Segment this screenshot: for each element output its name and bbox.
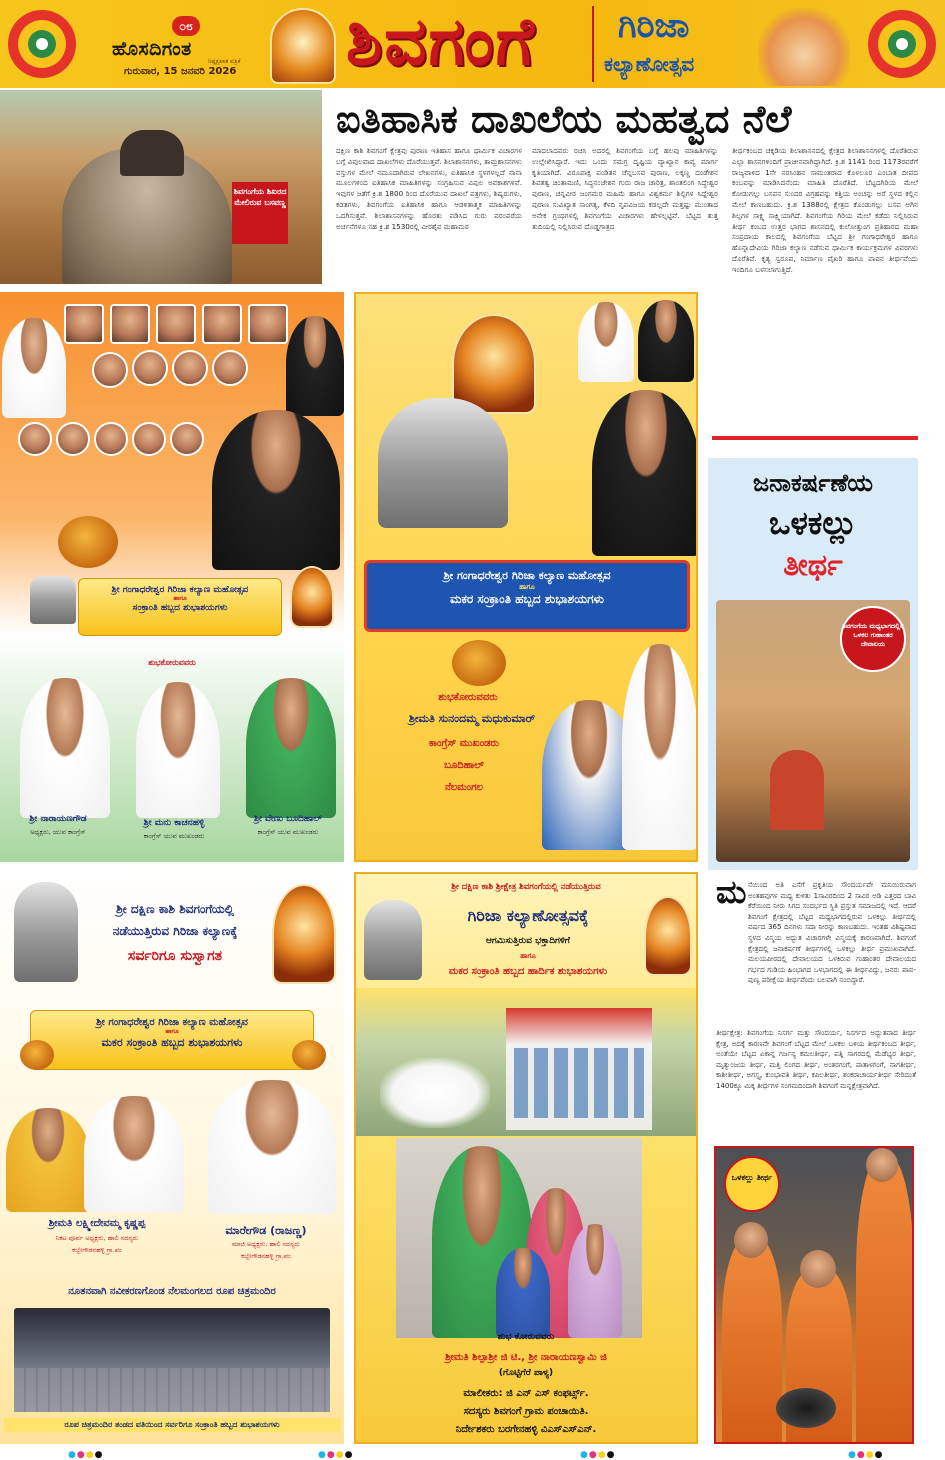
- basavanna-rock-photo: [0, 90, 322, 284]
- person-name: ಶ್ರೀ ಮನು ಕಾಚನಹಳ್ಳಿ: [143, 818, 205, 828]
- member-photo: [170, 422, 204, 456]
- newspaper-tagline: ನಿಷ್ಪಕ್ಷಪಾತ ಪತ್ರಿಕೆ: [208, 58, 241, 65]
- deity-image: [644, 896, 692, 976]
- banner-conjunction: ಹಾಗೂ: [165, 1028, 179, 1035]
- photo-caption-badge: ಶಿವಗಂಗೆಯ ಶಿಖರದ ಮೇಲಿರುವ ಬಸವಣ್ಣ: [232, 182, 288, 244]
- ad-title: ಗಿರಿಜಾ ಕಲ್ಯಾಣೋತ್ಸವಕ್ಕೆ: [467, 906, 589, 925]
- shivalinga-shrine-image: [378, 398, 508, 528]
- ad-line-3: ಮಕರ ಸಂಕ್ರಾಂತಿ ಹಬ್ಬದ ಹಾರ್ದಿಕ ಶುಭಾಶಯಗಳು: [448, 966, 608, 977]
- person2-role: ಮಾಜಿ ಅಧ್ಯಕ್ಷರು, ಹಾಲಿ ಸದಸ್ಯರು: [232, 1240, 300, 1248]
- person-subtitle: (ಗೊಟ್ಟಿಗೆರೆ ಪಾಳ್ಯ): [498, 1368, 554, 1378]
- feature-paragraph-2: ತೀರ್ಥಕ್ಷೇತ್ರ: ಶಿವಗಂಗೆಯ ನಿಸರ್ಗ ಮತ್ತು ಸೌಂದರ್ಯ, ನಿಸರ್ಗದ ಅಧ್ಬುತವಾದ ತೀರ್ಥ ಕ್ಷೇತ್ರ, ಅದಕ್ಕೆ ಕಾರಣವೇ ಶಿವಗಂಗೆ ಬೆಟ್ಟದ ಮೇಲೆ ಒಳಕಲ ಬಳಿಯ ತೀರ್ಥಕಂಬದ ತೀರ್ಥ, ಅಂತೆಯೇ ಬೆಟ್ಟದ ಏಕಾನ್ನ ಗರ್ಜನ್ಯ ಕಮಲತೀರ್ಥ, ಪತ್ನಿ ಸಾಗರದಲ್ಲಿ ಮೆಡೆಭ್ಯರ ತೀರ್ಥ, ಮೃತ್ಯುಂಜಯ ತೀರ್ಥ, ಮತ್ತಿ ಲಿಂಗದ ತೀರ್ಥ, ಅಂತರಗಂಗೆ, ಪಾತಾಳಗಂಗೆ, ನಾಗತೀರ್ಥ, ಕಾಶೀತೀರ್ಥ, ಅಗಸ್ತ್ಯ, ಕುಂಭಾವತಿ ತೀರ್ಥ, ಕಪಿಲತೀರ್ಥ, ಶಂಕರಾಚಾರ್ಯತೀರ್ಥ ಸೇರಿದಂತೆ 1400ಕ್ಕೂ ಮಿಕ್ಕ ತೀರ್ಥಗಳ ಸಂಗಮದಿಂದಾಗಿ ಶಿವಗಂಗೆ ಮನ್ನಕ್ಷೇತ್ರವಾಗಿದೆ.: [716, 1029, 916, 1090]
- banner-line-2: ಮಕರ ಸಂಕ್ರಾಂತಿ ಹಬ್ಬದ ಶುಭಾಶಯಗಳು: [450, 592, 604, 606]
- bull-illustration: [380, 1058, 490, 1128]
- pilgrims-photo: [714, 1146, 914, 1444]
- wishers-label: ಶುಭಕೋರುವವರು: [148, 658, 196, 667]
- wishers-label: ಶುಭಕೋರುವವರು: [438, 692, 498, 703]
- family-photo: [396, 1138, 642, 1338]
- banner-line-1: ಶ್ರೀ ಗಂಗಾಧರೇಶ್ವರ ಗಿರಿಜಾ ಕಲ್ಯಾಣ ಮಹೋತ್ಸವ: [443, 569, 611, 582]
- temple-gopura: [770, 750, 824, 830]
- member-photo: [94, 422, 128, 456]
- banner-conjunction: ಹಾಗೂ: [519, 583, 535, 591]
- person-place: ಬೂದಿಹಾಲ್: [444, 760, 484, 771]
- feature-title-line-1: ಜನಾಕರ್ಷಣೆಯ: [753, 468, 873, 497]
- banner-conjunction: ಹಾಗೂ: [173, 595, 187, 602]
- article-column-3: ತೀರ್ಥಕಂಬದ ಚಕ್ಕಡಿಯ ಶಿಲಾಶಾಸನದಲ್ಲಿ ಕ್ಷೇತ್ರದ ಶಿಲಾಶಾಸನಗಳಲ್ಲಿ ದೊರೆತಿರುವ ಎಲ್ಲಾ ಶಾಸನಗಳಿಂದಿಗೆ ಪ್ರಾಚೀನವಾಗಿದ್ದಾಗಿದೆ. ಕ್ರಿ.ಶ 1141 ರಿಂದ 1173ರವರೆಗೆ ರಾಜ್ಯವಾಳಿದ 1ನೇ ನರಸಿಂಹನ ಸಾಮಂತರಾದ ಕೊಳಲೂರ ಎಂಬಾತ ದೀಪದ ಕಂಬವನ್ನು ಮಾಡಿಸಿದನೆಂದು ಮಾಹಿತಿ ದೊರೆತಿದೆ. ಬೆಟ್ಟದಗಿರಿಯ ಮೇಲೆ ಕೋಡುಗಲ್ಲು ಬಸವನ ಸುಂದರ ವಿಗ್ರಹವನ್ನು ಕತ್ತಿಯ ಅಂಚನ್ನು ಅರೆ ಸ್ಥಳದ ಕಲ್ಲಿನ ಮೇಲೆ ಕಾಣಬಹುದು. ಕ್ರಿ.ಶ 1388ರಲ್ಲಿ ಕ್ಷೇತ್ರದ ಕೊಂಡುಗಲ್ಲು ಬಸವ ಅಗಿನ ಶಿಲ್ಪಗಳ ಸಾಕ್ಷ್ಯ ಸಾಕ್ಷ್ಯಿಯಾಗಿದೆ. ಶಿವಗಂಗೆಯ ಗಿರಿಯ ಮೇಲೆ ಕಡೆದು ನಿಲ್ಲಿಸಿರುವ ತೀರ್ಥ ಕಂಬದ ಉತ್ತರ ಭಾಗದ ಶಾಸನದಲ್ಲಿ ಕುಲೋತ್ತುಂಗ ಪ್ರತಿಹಾರದ ಮಹಾ ಸಂಪ್ರದಾಯ ಕಾಲದಲ್ಲಿ ಶಿವಗಂಗೆಯ ಬೆಟ್ಟದ ಶ್ರೀ ಗಂಗಾಧರೇಶ್ವರ ಹಾಗೂ ಹೊನ್ನಾದೇವಿಯ ಗಿರಿಜಾ ಕಲ್ಯಾಣ ನಡೆಸುವ ಧಾರ್ಮಿಕ ಕಾರ್ಯಕ್ರಮಗಳ ವಿವರಗಳು ದೊರೆತಿವೆ. ಕೃತ್ಯ ಸ್ವರೂಪ, ನಿರ್ಮಾಣ ವೈಖರಿ ಹಾಗೂ ಪಾವನ ತೀರ್ಥವೆಂದು ಇಂದಿಗೂ ಬಳಸಲಾಗುತ್ತಿದೆ.: [732, 146, 918, 274]
- olakallu-feature-box: [708, 458, 918, 870]
- banner-line-1: ಶ್ರೀ ಗಂಗಾಧರೇಶ್ವರ ಗಿರಿಜಾ ಕಲ್ಯಾಣ ಮಹೋತ್ಸವ: [96, 1017, 248, 1028]
- member-photo: [92, 352, 128, 388]
- child-portrait: [568, 1224, 622, 1338]
- person-name: ಶ್ರೀ ವೇಣು ಬೂದಿಹಾಲ್: [254, 814, 322, 824]
- shivalinga-shrine-image: [14, 882, 78, 982]
- deity-image: [290, 566, 334, 628]
- newspaper-name: ಹೊಸದಿಗಂತ: [112, 38, 192, 60]
- devotee-figure: [722, 1238, 782, 1444]
- deity-image: [270, 8, 336, 84]
- owner-line: ಮಾಲೀಕರು: ಜಿ ಎನ್ ಎಸ್ ಕಂಫರ್ಟ್ಸ್.: [463, 1388, 589, 1399]
- leader-portrait: [286, 316, 344, 416]
- hotel-building: [506, 1008, 652, 1130]
- cave-temple-photo: [716, 600, 910, 862]
- hotel-photo: [356, 988, 696, 1136]
- person1-role: ನಿಕಟ ಪೂರ್ವ ಅಧ್ಯಕ್ಷರು, ಹಾಲಿ ಸದಸ್ಯರು: [55, 1234, 139, 1242]
- leader-photo: [156, 304, 196, 344]
- festival-banner: [30, 1010, 314, 1070]
- person1-place: ಕಬ್ಬೇಗೌಡನಹಳ್ಳಿ ಗ್ರಾ.ಪಂ: [72, 1246, 122, 1254]
- person2-place: ಕಬ್ಬೇಗೌಡನಹಳ್ಳಿ ಗ್ರಾ.ಪಂ: [241, 1252, 291, 1260]
- registration-dots: ●●●●: [848, 1450, 884, 1460]
- person-portrait: [208, 1080, 336, 1214]
- article-column-1: ದಕ್ಷಿಣ ಕಾಶಿ ಶಿವಗಂಗೆ ಕ್ಷೇತ್ರವು ಪುರಾಣ ಇತಿಹಾಸ ಹಾಗೂ ಧಾರ್ಮಿಕ ವಿಚಾರಗಳ ಬಗ್ಗೆ ವಿಪುಲವಾದ ದಾಖಲೆಗಳು ದೊರೆಯುತ್ತವೆ. ಶಿಲಾಶಾಸನಗಳು, ತಾಮ್ರಶಾಸನಗಳು ವಸ್ತುಗಳ ಮೇಲೆ ನಮೂದಾಗಿರುವ ಲೇಖನಗಳು, ಐತಿಹಾಸಿಕ ಸ್ಥಳಗಳಲ್ಲದೆ ನಾನಾ ಮೂಲಗಳಿಂದ ಐತಿಹಾಸಿಕ ಮಾಹಿತಿಗಳನ್ನು ಸಂಗ್ರಹಿಸುವ ವಿಪುಲ ಅವಕಾಶಗಳಿವೆ. ಇವುಗಳ ಜತೆಗೆ ಕ್ರಿ.ಶ 1800 ರಿಂದ ದೊರೆಯುವ ದಾಖಲೆ ಪತ್ರಗಳು, ಶಿಷ್ಯರುಗಳು, ಕಡತಗಳು, ಶಿವಗಂಗೆಯ ಐತಿಹಾಸಿಕ ಹಾಗೂ ಆಡಳಿತಾತ್ಮಕ ಮಾಹಿತಿಗಳನ್ನು ಒದಗಿಸುತ್ತವೆ. ಶಿಲಾಶಾಸನಗಳನ್ನು ಹೊರತು ಪಡಿಸಿದ ಗುರು ಪರಂಪರೆಯ ಅರ್ಚನೆಗಳೂ ಸಹ ಕ್ರಿ.ಶ 1530ರಲ್ಲಿ ವೀರಶೈವ ಮಹಾಮಠ: [336, 146, 522, 231]
- ad-conjunction: ಹಾಗೂ: [520, 952, 536, 960]
- photo-caption-badge: ಒಳಕಲ್ಲು ತೀರ್ಥ: [724, 1156, 780, 1212]
- person-portrait: [136, 682, 220, 818]
- person-name: ಶ್ರೀ ನಾರಾಯಣಗೌಡ: [29, 814, 87, 824]
- leader-photo: [64, 304, 104, 344]
- photo-caption-badge: ಶಿವಗಂಗೆಯ ಮಧ್ಯಭಾಗದಲ್ಲಿನ ಒಳಕಲ ಗುಹಾಂತರ ದೇವಾಲಯ: [840, 606, 906, 672]
- leader-portrait: [638, 300, 694, 382]
- feature-paragraph-1: ನೆಯಿಂದ ಅತಿ ಎಸೆಗೆ ಪ್ರಕೃತಿಯ ಸೌಂದರ್ಯವೇ ಮನಿಯಿರುವಾಗ ಅಂತಹವುಗಳ ಮಧ್ಯ ಕುಳಿತು 1ಸಾವಿರದಿಂದ 2 ಸಾವಿರ ಅಡಿ ಎತ್ತರದ ಬಾವಿ ಕೆರೆಯಿಂದ ನೀರು ಸಿಗದ ಸಂದರ್ಭದ ಸ್ಥಿತಿ ಪ್ರಸ್ತುತ ಸಮಾಜದಲ್ಲಿ ಇದೆ. ಆದರೆ ಶಿವಗಂಗೆ ಕ್ಷೇತ್ರದಲ್ಲಿ ಬೆಟ್ಟದ ಮಧ್ಯಭಾಗದಲ್ಲಿರುವ ಒಳಕಲ್ಲು ತೀರ್ಥದಲ್ಲಿ ವರ್ಷದ 365 ದಿನಗಳು ಸದಾ ನೀರನ್ನು ಕಾಣಬಹುದು. ಇಂತಹ ವಿಶಿಷ್ಟವಾದ ಸ್ಥಳದ ವಿಸ್ಮಯ ಅದ್ಭುತ ವಿಚಾರಗಳೇ ವಿಸ್ಮಯಕ್ಕೆ ಕಾರಣವಾಗಿದೆ. ಶಿವಗಂಗೆ ಕ್ಷೇತ್ರದಲ್ಲಿ ಜನಾಕರ್ಷಣೆ ತೀರ್ಥಗಳಲ್ಲಿ ಒಳಕಲ್ಲು ತೀರ್ಥ ಪ್ರಮುಖವಾಗಿದೆ. ಮಲಯಪೀಠದಲ್ಲಿ ದೇವಾಲಯದ ಒಳಕಿರುವ ಗುಹಾಂತರ ದೇವಾಲಯದ ಗರ್ಭದ ಗುಡಿಯ ಹಿಂಭಾಗದ ಒಳಭಾಗದಲ್ಲಿ ಈ ತೀರ್ಥವಿದ್ದು, ಜನರು ಪಾಪ-ಪುಣ್ಯ ಪರೀಕ್ಷೆಯ ತೀರ್ಥವೆಂದು ಬಲವಾಗಿ ನಂಬಿದ್ದಾರೆ.: [748, 881, 916, 985]
- welcome-line-3: ಸರ್ವರಿಗೂ ಸುಸ್ವಾಗತ: [127, 948, 223, 964]
- banner-line-2: ಮಕರ ಸಂಕ್ರಾಂತಿ ಹಬ್ಬದ ಶುಭಾಶಯಗಳು: [101, 1036, 243, 1049]
- event-subtitle: ಕಲ್ಯಾಣೋತ್ಸವ: [604, 52, 695, 76]
- nandi-mandapa: [120, 130, 184, 176]
- person1-name: ಶ್ರೀಮತಿ ಲಕ್ಷ್ಮೀದೇವಮ್ಮ ಕೃಷ್ಣಪ್ಪ: [48, 1218, 146, 1229]
- ad-top-line: ಶ್ರೀ ದಕ್ಷಿಣ ಕಾಶಿ ಶ್ರೀಕ್ಷೇತ್ರ ಶಿವಗಂಗೆಯಲ್ಲಿ ನಡೆಯುತ್ತಿರುವ: [451, 882, 601, 892]
- member-photo: [172, 350, 208, 386]
- person-name: ಶ್ರೀಮತಿ ಶಿಲ್ಪಾಶ್ರೀ ಜಿ ಟಿ., ಶ್ರೀ ನಾರಾಯಣಸ್ವಾಮಿ ಜಿ: [445, 1352, 607, 1363]
- member-photo: [18, 422, 52, 456]
- person-place: ನೆಲಮಂಗಲ: [445, 782, 483, 793]
- wishers-label: ಶುಭ ಕೋರುವವರು: [497, 1332, 555, 1342]
- greeting-ad-4: [354, 872, 698, 1444]
- person-portrait: [84, 1096, 184, 1212]
- leader-portrait: [2, 318, 66, 418]
- person-role: ಕಾಂಗ್ರೆಸ್ ಯುವ ಮುಖಂಡರು: [257, 828, 319, 836]
- shiva-parvati-image: [758, 8, 850, 86]
- pongal-pot-icon: [58, 516, 118, 568]
- shivalinga-image: [30, 576, 76, 624]
- member-line: ಸದಸ್ಯರು ಶಿವಗಂಗೆ ಗ್ರಾಮ ಪಂಚಾಯಿತಿ.: [463, 1406, 589, 1417]
- feature-title-line-3: ತೀರ್ಥ: [783, 548, 843, 583]
- person-portrait: [622, 644, 698, 850]
- seat-rows: [14, 1368, 330, 1412]
- article-headline: ಐತಿಹಾಸಿಕ ದಾಖಲೆಯ ಮಹತ್ವದ ನೆಲೆ: [336, 96, 792, 141]
- column-rule: [712, 436, 918, 440]
- flower-ornament-icon: [864, 6, 940, 82]
- registration-dots: ●●●●: [580, 1450, 616, 1460]
- cinema-hall-photo: [14, 1308, 330, 1412]
- banner-line-1: ಶ್ರೀ ಗಂಗಾಧರೇಶ್ವರ ಗಿರಿಜಾ ಕಲ್ಯಾಣ ಮಹೋತ್ಸವ: [111, 585, 249, 595]
- drop-cap: ಮ: [716, 873, 747, 911]
- festival-banner: [78, 578, 282, 636]
- member-photo: [132, 350, 168, 386]
- leader-portrait: [578, 302, 634, 382]
- festival-banner: [364, 560, 690, 632]
- member-photo: [56, 422, 90, 456]
- person2-name: ಮಾರೇಗೌಡ (ರಾಜಣ್ಣ): [225, 1224, 307, 1237]
- leader-photo: [202, 304, 242, 344]
- masthead: [0, 0, 945, 88]
- olakallu-water-hole: [776, 1388, 836, 1428]
- cinema-headline: ನೂತನವಾಗಿ ನವೀಕರಣಗೊಂಡ ನೆಲಮಂಗಲದ ರೂಪ ಚಿತ್ರಮಂದಿರ: [68, 1286, 276, 1297]
- deity-image: [452, 314, 536, 414]
- greeting-ad-3: [0, 872, 344, 1444]
- person-role: ಅಧ್ಯಕ್ಷರು, ಯುವ ಕಾಂಗ್ರೆಸ್: [30, 828, 86, 836]
- masthead-divider: [592, 6, 594, 82]
- banner-line-2: ಸಂಕ್ರಾಂತಿ ಹಬ್ಬದ ಶುಭಾಶಯಗಳು: [132, 603, 228, 613]
- main-person-portrait: [212, 410, 340, 570]
- welcome-line-1: ಶ್ರೀ ದಕ್ಷಿಣ ಕಾಶಿ ಶಿವಗಂಗೆಯಲ್ಲಿ: [116, 902, 234, 916]
- leader-photo: [248, 304, 288, 344]
- page-title: ಶಿವಗಂಗೆ: [346, 2, 536, 80]
- registration-dots: ●●●●: [318, 1450, 354, 1460]
- deity-image: [272, 884, 336, 984]
- leader-photo: [110, 304, 150, 344]
- flower-ornament-icon: [4, 6, 80, 82]
- event-title: ಗಿರಿಜಾ: [618, 6, 690, 46]
- article-column-2: ಮಾದಲಾದವರು ರಚಿಸಿ ಅದರಲ್ಲಿ ಶಿವಗಂಗೆಯ ಬಗ್ಗೆ ಹಲವು ಮಾಹಿತಿಗಳನ್ನು ಉಲ್ಲೇಖಿಸಿದ್ದಾರೆ. ಇದು ಒಂದು ಸಮಗ್ರ ದೃಷ್ಟಿಯ ವ್ಯಾಖ್ಯಾನ ಕಾವ್ಯ ಮಾರ್ಗ ಕೃತಿಯಾಗಿದೆ. ವಿರೂಪಾಕ್ಷ ಪಂಡಿತನ ಚೆನ್ನಬಸವ ಪುರಾಣ, ಲಕ್ಕಣ್ಣ ದಂಡೇಶನ ಶಿವತತ್ವ ಚಿಂತಾಮಣಿ, ಸಿದ್ಧನಂಜೇಶನ ಗುರು ರಾಜ ಚಾರಿತ್ರ, ಶಾಂತಲಿಂಗ ಸಿದ್ಧೇಶ್ವರ ಪುರಾಣ, ಚನ್ನವೀರ ಜಂಗಮರ ಮಹಿಮೆ ಹಾಗೂ ವಿಶ್ವಕರ್ಮ ಶಿಲ್ಪಿಗಳ ಸಿದ್ದೇಶ್ವರ ಪುರಾಣ ಸುವಿಖ್ಯಾತ ಸಾಂಗತ್ಯ, ಕೆಳದಿ ನೃಪವಿಜಯ ಕಡಲ್ಲದೇ ಮತ್ತಷ್ಟು ಮುಂತಾದ ಅನೇಕ ಗ್ರಂಥಗಳಲ್ಲಿ ಶಿವಗಂಗೆಯ ವಿಚಾರಗಳು ಹೇಳಲ್ಪಟ್ಟಿವೆ. ಬೆಟ್ಟದ ತುತ್ತ ತುದಿಯಲ್ಲಿ ನಿಲ್ಲಿಸಿರುವ ದೊಡ್ಡಗಾತ್ರದ: [532, 146, 718, 231]
- person-portrait: [20, 678, 110, 818]
- feature-title-line-2: ಒಳಕಲ್ಲು: [768, 504, 857, 542]
- person-name: ಶ್ರೀಮತಿ ಸುನಂದಮ್ಮ ಮಧುಕುಮಾರ್: [408, 712, 536, 725]
- welcome-line-2: ನಡೆಯುತ್ತಿರುವ ಗಿರಿಜಾ ಕಲ್ಯಾಣಕ್ಕೆ: [112, 924, 238, 938]
- person-role: ಕಾಂಗ್ರೆಸ್ ಯುವ ಮುಖಂಡರು: [143, 832, 205, 840]
- building-windows: [514, 1048, 644, 1118]
- registration-dots: ●●●●: [68, 1450, 104, 1460]
- child-portrait: [496, 1248, 550, 1338]
- issue-date: ಗುರುವಾರ, 15 ಜನವರಿ 2026: [124, 66, 237, 77]
- member-photo: [132, 422, 166, 456]
- ad-line-2: ಆಗಮಿಸುತ್ತಿರುವ ಭಕ್ತಾದಿಗಳಿಗೆ: [485, 936, 571, 946]
- devotee-figure: [856, 1158, 914, 1444]
- greeting-ad-2: [354, 292, 698, 862]
- issue-badge: ೦೮: [172, 16, 200, 36]
- member-photo: [212, 350, 248, 386]
- greeting-ad-1: [0, 292, 344, 862]
- pongal-pot-icon: [292, 1040, 326, 1070]
- director-line: ನಿರ್ದೇಶಕರು ಬರಗೇನಹಳ್ಳಿ ವಿಎಸ್ಎಸ್ಎನ್.: [455, 1424, 597, 1435]
- pongal-pot-icon: [20, 1040, 54, 1070]
- main-person-portrait: [592, 390, 698, 556]
- devotee-head: [800, 1250, 836, 1288]
- cinema-footer: ರೂಪ ಚಿತ್ರಮಂದಿರ ತಂಡದ ವತಿಯಿಂದ ಸರ್ವರಿಗೂ ಸಂಕ್ರಾಂತಿ ಹಬ್ಬದ ಶುಭಾಶಯಗಳು: [4, 1418, 340, 1432]
- person-portrait: [6, 1108, 90, 1212]
- devotee-head: [866, 1148, 898, 1182]
- pongal-pot-icon: [452, 640, 506, 686]
- devotee-head: [734, 1222, 768, 1258]
- person-portrait: [246, 678, 336, 818]
- person-role: ಕಾಂಗ್ರೆಸ್ ಮುಖಂಡರು: [429, 738, 499, 749]
